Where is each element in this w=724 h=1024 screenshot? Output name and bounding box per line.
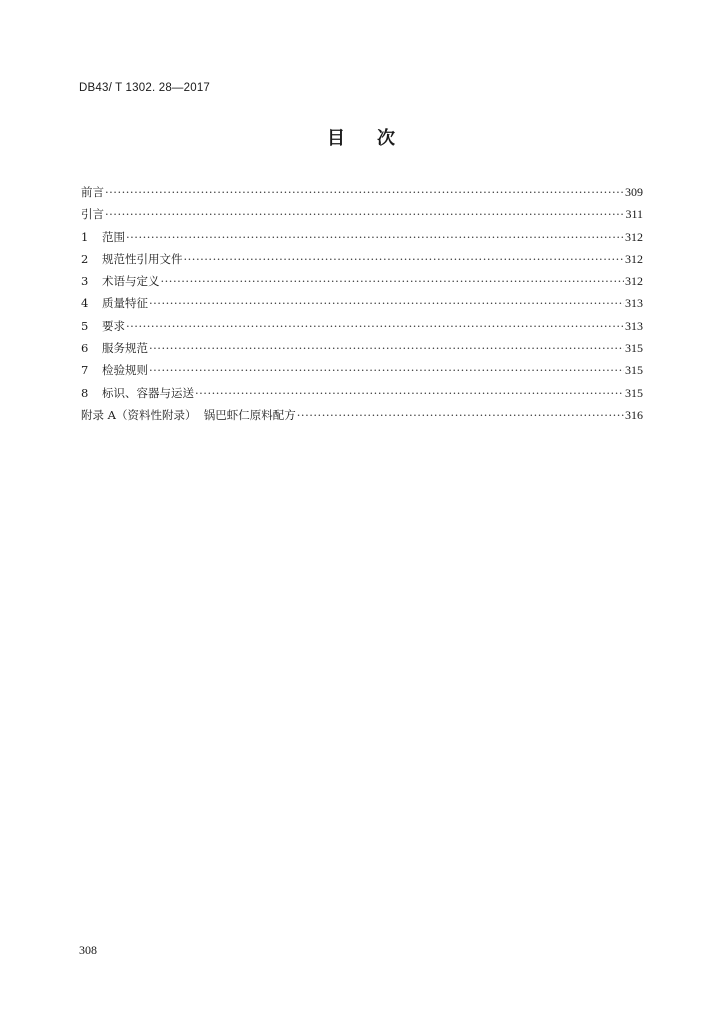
toc-leader-dots [161, 274, 625, 288]
toc-leader-dots [126, 230, 624, 244]
toc-entry-inspection-rules[interactable] [81, 362, 643, 384]
toc-entry-label: 服务规范 [102, 341, 148, 356]
toc-entry-number: 2 [81, 251, 89, 266]
toc-entry-number: 5 [81, 318, 89, 333]
toc-entry-label: 要求 [102, 318, 125, 333]
toc-entry-number: 3 [81, 274, 89, 289]
toc-entry-requirements[interactable] [81, 318, 643, 340]
toc-entry-page: 312 [625, 229, 643, 244]
toc-leader-dots [195, 386, 624, 400]
toc-entry-scope[interactable] [81, 229, 643, 251]
toc-entry-number: 1 [81, 229, 89, 244]
toc-leader-dots [297, 408, 624, 422]
toc-entry-page: 309 [625, 185, 643, 199]
toc-entry-page: 315 [625, 341, 643, 356]
toc-entry-page: 312 [625, 251, 643, 266]
toc-entry-label: 前言 [81, 185, 104, 199]
toc-entry-label: 范围 [102, 229, 125, 244]
toc-entry-label: 术语与定义 [102, 274, 160, 289]
toc-leader-dots [149, 341, 624, 355]
toc-entry-page: 315 [625, 363, 643, 378]
toc-entry-label: 检验规则 [102, 363, 148, 378]
toc-entry-label: 标识、容器与运送 [102, 385, 194, 400]
toc-leader-dots [149, 363, 624, 377]
toc-entry-introduction[interactable] [81, 206, 643, 228]
toc-entry-service-specification[interactable] [81, 340, 643, 362]
toc-entry-label: 附录 A（资料性附录） 锅巴虾仁原料配方 [81, 407, 296, 422]
toc-entry-label: 规范性引用文件 [102, 251, 183, 266]
toc-leader-dots [105, 185, 624, 199]
page-number: 308 [79, 943, 97, 957]
toc-leader-dots [184, 252, 625, 266]
toc-entry-number: 4 [81, 296, 89, 311]
toc-entry-number: 8 [81, 385, 89, 400]
toc-entry-label: 质量特征 [102, 296, 148, 311]
toc-entry-terms-definitions[interactable] [81, 273, 643, 295]
toc-entry-appendix-a[interactable] [81, 407, 643, 429]
toc-entry-marking-containers-transport[interactable] [81, 385, 643, 407]
toc-title [0, 124, 724, 150]
document-code: DB43/ T 1302. 28—2017 [79, 82, 211, 94]
toc-entry-page: 311 [625, 207, 643, 222]
toc-entry-page: 313 [625, 318, 643, 333]
toc-entry-number: 6 [81, 341, 89, 356]
toc-entry-page: 312 [625, 274, 643, 289]
toc-entry-foreword[interactable] [81, 184, 643, 206]
toc-entry-page: 315 [625, 385, 643, 400]
toc-entry-label: 引言 [81, 207, 104, 222]
toc-list [81, 184, 643, 429]
toc-entry-page: 316 [625, 407, 643, 422]
toc-leader-dots [126, 319, 624, 333]
toc-entry-number: 7 [81, 363, 89, 378]
toc-entry-quality-features[interactable] [81, 295, 643, 317]
toc-leader-dots [149, 296, 624, 310]
toc-title-char-2: 次 [377, 128, 397, 149]
toc-leader-dots [105, 207, 624, 221]
toc-title-char-1: 目 [327, 128, 347, 149]
toc-entry-page: 313 [625, 296, 643, 311]
toc-entry-normative-references[interactable] [81, 251, 643, 273]
